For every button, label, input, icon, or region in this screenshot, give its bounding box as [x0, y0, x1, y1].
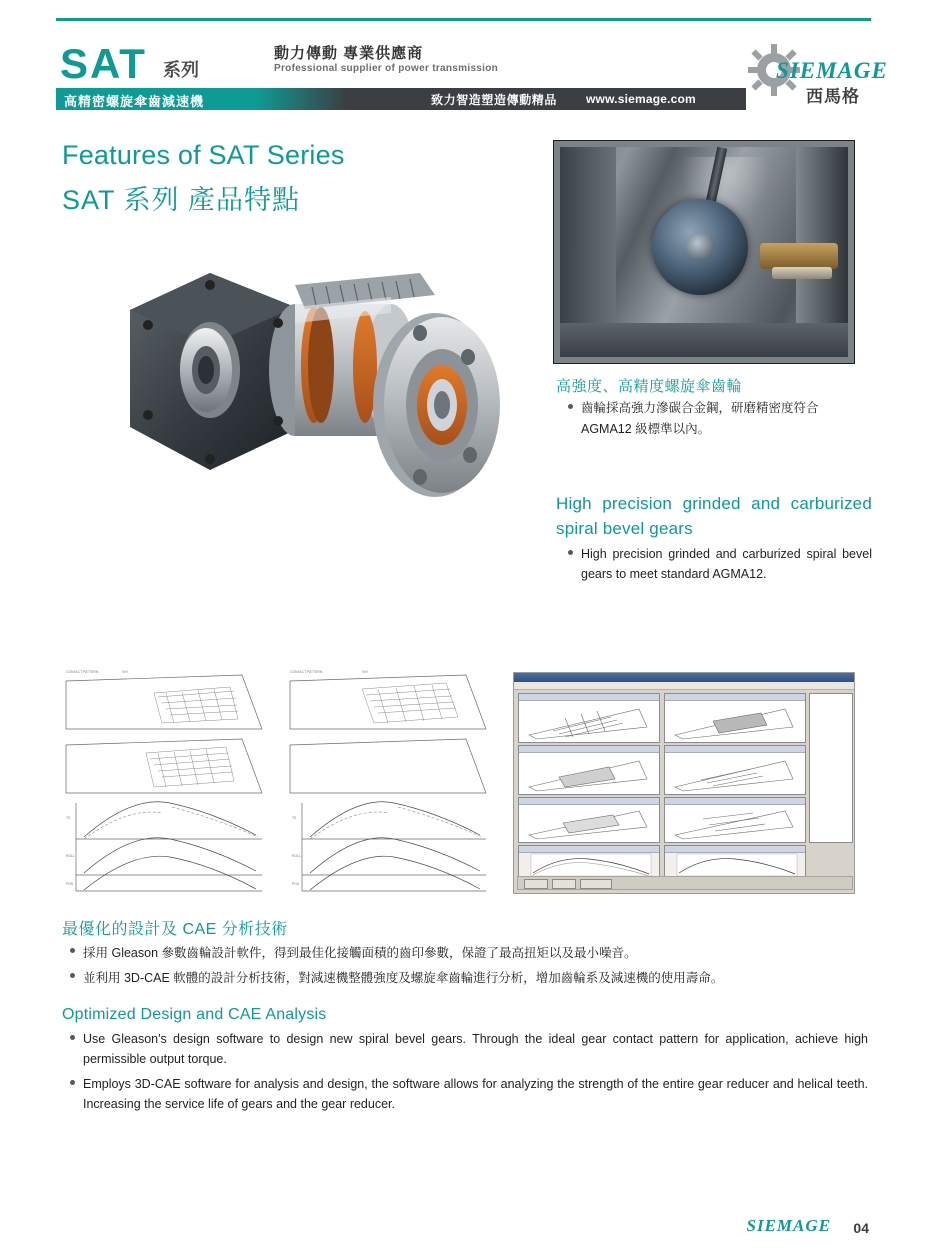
section1-heading-cn: 高強度、高精度螺旋傘齒輪 — [556, 378, 743, 395]
cae-pane-header — [665, 798, 805, 805]
cae-side-panel — [809, 693, 853, 843]
photo-machine-base — [560, 323, 848, 357]
section1-bullets-cn — [566, 398, 866, 441]
cae-pane-plot — [519, 805, 657, 841]
list-item: 並利用 3D-CAE 軟體的設計分析技術，對減速機整體強度及螺旋傘齒輪進行分析，增加齒輪系及減速機的使用壽命。 — [68, 967, 868, 990]
cae-pane-header — [519, 846, 659, 853]
product-render-figure — [90, 215, 520, 535]
cae-pane-plot — [665, 701, 803, 741]
cae-analysis-charts-left — [62, 667, 492, 895]
cae-pane-plot — [519, 753, 657, 793]
svg-text:CONTACT PATTERN: CONTACT PATTERN — [66, 670, 99, 674]
cae-button[interactable] — [580, 879, 612, 889]
cae-window-menubar — [514, 682, 854, 690]
slogan-chinese: 動力傳動 專業供應商 — [274, 45, 424, 62]
section2-heading-cn: 最優化的設計及 CAE 分析技術 — [62, 921, 288, 938]
header-bar-gradient — [256, 88, 346, 110]
section1-bullets-en — [566, 544, 872, 586]
cae-pane-header — [665, 746, 805, 753]
photo-bevel-gear — [760, 243, 838, 269]
list-item: 採用 Gleason 參數齒輪設計軟件，得到最佳化接觸面積的齒印參數，保證了最高扭矩以及最小噪音。 — [68, 942, 868, 965]
logo-sat: SAT — [60, 40, 147, 87]
header-bar — [56, 88, 746, 110]
svg-text:V/H: V/H — [362, 670, 368, 674]
svg-text:TE: TE — [292, 816, 297, 820]
list-item: 齒輪採高強力滲碳合金鋼，研磨精密度符合 AGMA12 級標準以內。 — [566, 398, 866, 439]
cae-pane — [664, 797, 806, 843]
cae-window-titlebar — [514, 673, 854, 682]
cae-pane — [518, 745, 660, 795]
brand-chinese-name: 西馬格 — [806, 87, 860, 106]
photo-wheel-hub — [686, 233, 714, 261]
header-bar-website[interactable]: www.siemage.com — [586, 92, 696, 106]
slogan-english: Professional supplier of power transmission — [274, 63, 499, 74]
cae-pane — [664, 693, 806, 743]
cae-pane-plot — [665, 805, 803, 841]
svg-text:POS: POS — [292, 882, 300, 886]
header-bar-product-label: 高精密螺旋傘齒減速機 — [64, 94, 205, 109]
cae-pane — [518, 693, 660, 743]
cae-charts-svg — [62, 667, 492, 895]
footer-brand: SIEMAGE — [746, 1216, 831, 1235]
cae-pane-header — [665, 694, 805, 701]
header-top-rule — [56, 18, 871, 21]
svg-text:TE: TE — [66, 816, 71, 820]
svg-text:CONTACT PATTERN: CONTACT PATTERN — [290, 670, 323, 674]
photo-spindle — [772, 267, 832, 279]
cae-pane-header — [519, 798, 659, 805]
svg-text:ROLL: ROLL — [292, 854, 301, 858]
cae-pane-header — [519, 694, 659, 701]
cae-pane-header — [519, 746, 659, 753]
logo-series-label: 系列 — [163, 60, 199, 80]
cae-button[interactable] — [524, 879, 548, 889]
page-title-en: Features of SAT Series — [62, 140, 345, 170]
page-number: 04 — [853, 1220, 869, 1236]
cae-pane-plot — [665, 753, 803, 793]
section2-heading-en: Optimized Design and CAE Analysis — [62, 1006, 327, 1023]
cae-pane-header — [665, 846, 805, 853]
svg-text:V/H: V/H — [122, 670, 128, 674]
machine-photo — [553, 140, 855, 364]
cae-window-statusbar — [517, 876, 853, 890]
cae-button[interactable] — [552, 879, 576, 889]
list-item: Use Gleason's design software to design new spiral bevel gears. Through the ideal gear contact pattern for application, achieve high permissible output torque. — [68, 1029, 868, 1070]
photo-grinding-wheel — [652, 199, 748, 295]
machine-photo-inner — [560, 147, 848, 357]
list-item: Employs 3D-CAE software for analysis and design, the software allows for analyzing the strength of the entire gear reducer and helical teeth. Increasing the service life of gears and the gear reducer. — [68, 1074, 868, 1115]
list-item: High precision grinded and carburized spiral bevel gears to meet standard AGMA12. — [566, 544, 872, 584]
cae-software-window — [513, 672, 855, 894]
cae-pane — [518, 797, 660, 843]
cae-pane-plot — [519, 701, 657, 741]
svg-text:POS: POS — [66, 882, 74, 886]
svg-text:ROLL: ROLL — [66, 854, 75, 858]
page-title-cn: SAT 系列 產品特點 — [62, 185, 301, 215]
cae-pane — [664, 745, 806, 795]
section2-bullets-en — [68, 1029, 868, 1118]
brand-logo — [748, 40, 888, 108]
brand-wordmark: SIEMAGE — [776, 58, 888, 83]
header-bar-slogan: 致力智造塑造傳動精品 — [431, 93, 558, 107]
product-render-image — [90, 215, 520, 535]
section2-bullets-cn — [68, 942, 868, 992]
section1-heading-en: High precision grinded and carburized spiral bevel gears — [556, 494, 872, 538]
